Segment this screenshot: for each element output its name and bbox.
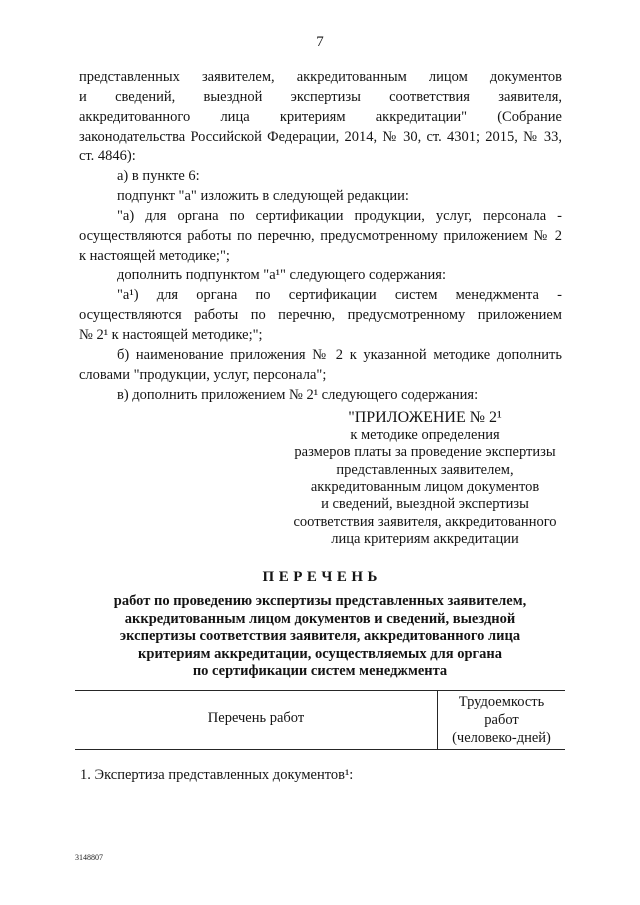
list-subtitle-line: работ по проведению экспертизы представленных заявителем, — [113, 593, 527, 609]
table-header-works-list-label: Перечень работ — [207, 709, 305, 726]
list-title: ПЕРЕЧЕНЬ — [262, 569, 382, 585]
appendix-header — [275, 407, 575, 548]
body-text-line: "а¹) для органа по сертификации систем менеджмента - — [117, 287, 562, 304]
body-text-line: подпункт "а" изложить в следующей редакции: — [117, 188, 409, 205]
clause-a-line: а) в пункте 6: — [117, 168, 200, 185]
list-subtitle-line: критериям аккредитации, осуществляемых для органа — [138, 645, 502, 662]
body-text-line: ст. 4846): — [79, 148, 136, 165]
appendix-subtitle-line: представленных заявителем, — [336, 461, 514, 478]
clause-b-line: б) наименование приложения № 2 к указанной методике дополнить — [117, 346, 562, 363]
body-text-line: осуществляются работы по перечню, предусмотренному приложением № 2 — [79, 227, 562, 244]
body-text-line: законодательства Российской Федерации, 2014, № 30, ст. 4301; 2015, № 33, — [79, 128, 562, 145]
body-text-line: к настоящей методике;"; — [79, 247, 230, 264]
table-header-labor-line: Трудоемкость — [458, 694, 545, 710]
body-text-line: и сведений, выездной экспертизы соответствия заявителя, — [79, 88, 562, 105]
body-text-line: дополнить подпунктом "а¹" следующего содержания: — [117, 267, 446, 284]
table-row-item-1: 1. Экспертиза представленных документов¹: — [80, 767, 354, 783]
body-text-line: "а) для органа по сертификации продукции, услуг, персонала - — [117, 207, 562, 224]
body-text-line: аккредитованного лица критериям аккредитации" (Собрание — [79, 108, 562, 125]
body-text-line: осуществляются работы по перечню, предусмотренному приложением — [79, 307, 562, 324]
appendix-subtitle-line: аккредитованным лицом документов — [310, 479, 540, 496]
list-subtitle — [60, 593, 580, 681]
table-header-labor-line: (человеко-дней) — [452, 730, 551, 746]
body-text-line: № 2¹ к настоящей методике;"; — [79, 326, 263, 343]
amendment-body-text — [79, 68, 562, 405]
list-subtitle-line: по сертификации систем менеджмента — [192, 663, 448, 679]
appendix-subtitle-line: лица критериям аккредитации — [331, 531, 519, 548]
body-text-line: словами "продукции, услуг, персонала"; — [79, 366, 327, 383]
document-code: 3148807 — [75, 853, 103, 862]
body-text-line: представленных заявителем, аккредитованным лицом документов — [79, 69, 562, 85]
works-table-header — [75, 690, 565, 750]
clause-v-line: в) дополнить приложением № 2¹ следующего содержания: — [117, 386, 479, 403]
table-header-labor-line: работ — [484, 712, 519, 728]
list-subtitle-line: аккредитованным лицом документов и сведений, выездной — [124, 610, 516, 627]
page-number: 7 — [316, 34, 324, 50]
list-subtitle-line: экспертизы соответствия заявителя, аккредитованного лица — [119, 628, 521, 644]
appendix-title: "ПРИЛОЖЕНИЕ № 2¹ — [348, 409, 502, 426]
appendix-subtitle-line: и сведений, выездной экспертизы — [321, 496, 529, 513]
appendix-subtitle-line: соответствия заявителя, аккредитованного — [293, 513, 557, 530]
table-header-works-list — [75, 691, 438, 749]
appendix-subtitle — [275, 427, 575, 548]
table-header-labor-intensity — [438, 691, 565, 749]
appendix-subtitle-line: к методике определения — [350, 427, 500, 443]
appendix-subtitle-line: размеров платы за проведение экспертизы — [294, 444, 556, 461]
